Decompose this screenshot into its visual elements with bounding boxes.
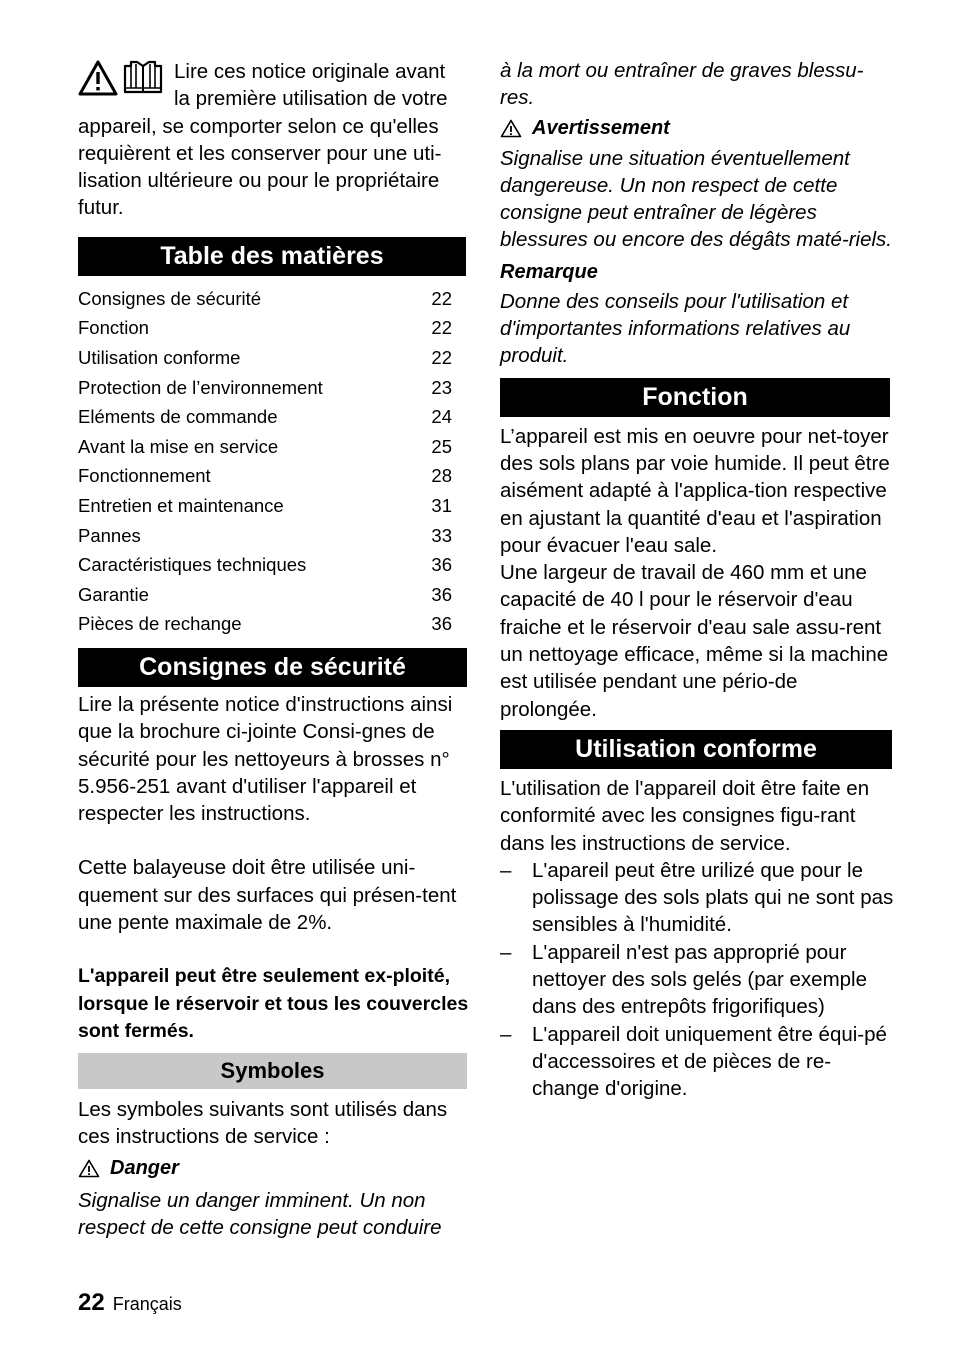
manual-book-icon: [122, 60, 164, 96]
toc-entry-page: 33: [431, 524, 452, 546]
warning-heading: [500, 115, 894, 142]
toc-entry-page: 31: [431, 494, 452, 516]
usage-bullet-item: [500, 1021, 894, 1103]
right-column: [500, 0, 894, 1103]
toc-entry-label: Avant la mise en service: [78, 435, 279, 457]
toc-list: [78, 284, 452, 639]
page-number: 22: [78, 1289, 105, 1316]
intro-rest: appareil, se comporter selon ce qu'elles requièrent et les conserver pour une uti-lisation ultérieure ou pour le propriétaire futur.: [78, 114, 442, 220]
toc-entry-page: 24: [431, 406, 452, 428]
toc-entry-label: Utilisation conforme: [78, 346, 241, 368]
symbols-heading: Symboles: [78, 1053, 467, 1089]
toc-entry[interactable]: [78, 580, 452, 610]
footer-language: Français: [112, 1294, 182, 1314]
toc-entry-page: 22: [431, 287, 452, 309]
note-text: Donne des conseils pour l'utilisation et d'importantes informations relatives au produit.: [500, 289, 851, 368]
warning-text: Signalise une situation éventuellement dangereuse. Un non respect de cette consigne peut entraîner de légères blessures ou encore des dégâts maté-riels.: [500, 146, 892, 252]
warning-triangle-icon: [78, 60, 118, 96]
toc-entry[interactable]: [78, 313, 452, 343]
usage-bullet-text: L'apareil peut être urilizé que pour le polissage des sols plats qui ne sont pas sensibles à l'humidité.: [532, 858, 894, 937]
toc-entry-page: 36: [431, 583, 452, 605]
toc-entry-page: 36: [431, 613, 452, 635]
toc-entry-label: Fonctionnement: [78, 465, 211, 487]
usage-bullet-item: [500, 939, 894, 1021]
symbols-intro: Les symboles suivants sont utilisés dans ces instructions de service :: [78, 1098, 448, 1149]
intro-line-2: la première utilisation de votre: [174, 87, 448, 111]
toc-entry-page: 23: [431, 376, 452, 398]
bullet-dash: –: [500, 858, 512, 882]
toc-entry-label: Entretien et maintenance: [78, 494, 284, 516]
toc-entry[interactable]: [78, 461, 452, 491]
toc-entry-label: Eléments de commande: [78, 406, 278, 428]
usage-bullet-item: [500, 857, 894, 939]
fonction-paragraph-1: L’appareil est mis en oeuvre pour net-toyer des sols plans par voie humide. Il peut être aisément adapté à l'applica-tion respective en ajustant la quantité d'eau et l'aspiration pour évacuer l'eau sale.: [500, 424, 890, 557]
intro-block: [78, 58, 470, 222]
toc-entry-label: Pièces de rechange: [78, 613, 242, 635]
toc-entry[interactable]: [78, 432, 452, 462]
usage-bullet-text: L'appareil n'est pas approprié pour nettoyer des sols gelés (par exemple dans des entrepôts frigorifiques): [532, 940, 868, 1019]
usage-bullet-text: L'appareil doit uniquement être équi-pé d'accessoires et de pièces de re-change d'origine.: [532, 1022, 887, 1101]
usage-intro: L'utilisation de l'appareil doit être faite en conformité avec les consignes figu-rant dans les instructions de service.: [500, 776, 870, 855]
safety-heading: Consignes de sécurité: [78, 648, 467, 687]
toc-entry[interactable]: [78, 402, 452, 432]
warning-small-icon: [500, 119, 522, 138]
fonction-heading: Fonction: [500, 378, 890, 417]
toc-heading: Table des matières: [78, 237, 466, 276]
intro-line-1: Lire ces notice originale avant: [174, 60, 446, 83]
note-heading: Remarque: [500, 260, 598, 283]
toc-entry-page: 36: [431, 554, 452, 576]
danger-text-continued: à la mort ou entraîner de graves blessu-res.: [500, 59, 864, 110]
warning-label: Avertissement: [532, 116, 670, 139]
page-footer: [78, 1289, 182, 1317]
toc-entry[interactable]: [78, 373, 452, 403]
usage-bullet-list: [500, 857, 894, 1103]
toc-entry[interactable]: [78, 550, 452, 580]
toc-entry[interactable]: [78, 609, 452, 639]
danger-text: Signalise un danger imminent. Un non respect de cette consigne peut conduire: [78, 1188, 442, 1240]
safety-paragraph-2: Cette balayeuse doit être utilisée uni-quement sur des surfaces qui présen-tent une pente maximale de 2%.: [78, 856, 457, 934]
safety-paragraph-1: Lire la présente notice d'instructions ainsi que la brochure ci-jointe Consi-gnes de sécurité pour les nettoyeurs à brosses n° 5.956-251 avant d'utiliser l'appareil et respecter les instructions.: [78, 692, 453, 826]
danger-label: Danger: [110, 1156, 179, 1179]
toc-entry-page: 28: [431, 465, 452, 487]
toc-entry-label: Fonction: [78, 317, 149, 339]
bullet-dash: –: [500, 940, 512, 964]
intro-icons: [78, 60, 164, 96]
toc-entry-label: Caractéristiques techniques: [78, 554, 307, 576]
fonction-paragraph-2: Une largeur de travail de 460 mm et une capacité de 40 l pour le réservoir d'eau fraiche et le réservoir d'eau sale assu-rent un nettoyage efficace, même si la machine est utilisée pendant une pério-de prolongée.: [500, 561, 889, 721]
toc-entry-page: 22: [431, 346, 452, 368]
warning-small-icon: [78, 1159, 100, 1178]
toc-entry[interactable]: [78, 284, 452, 314]
toc-entry-label: Consignes de sécurité: [78, 287, 262, 309]
toc-entry-page: 25: [431, 435, 452, 457]
usage-heading: Utilisation conforme: [500, 730, 892, 769]
toc-entry-page: 22: [431, 317, 452, 339]
safety-paragraph-3: L'appareil peut être seulement ex-ploité, lorsque le réservoir et tous les couvercles sont fermés.: [78, 965, 469, 1042]
toc-entry-label: Protection de l’environnement: [78, 376, 323, 398]
toc-entry-label: Garantie: [78, 583, 149, 605]
toc-entry[interactable]: [78, 521, 452, 551]
toc-entry[interactable]: [78, 491, 452, 521]
toc-entry-label: Pannes: [78, 524, 141, 546]
bullet-dash: –: [500, 1022, 512, 1046]
danger-heading: [78, 1155, 470, 1182]
toc-entry[interactable]: [78, 343, 452, 373]
left-column: [78, 0, 470, 1241]
